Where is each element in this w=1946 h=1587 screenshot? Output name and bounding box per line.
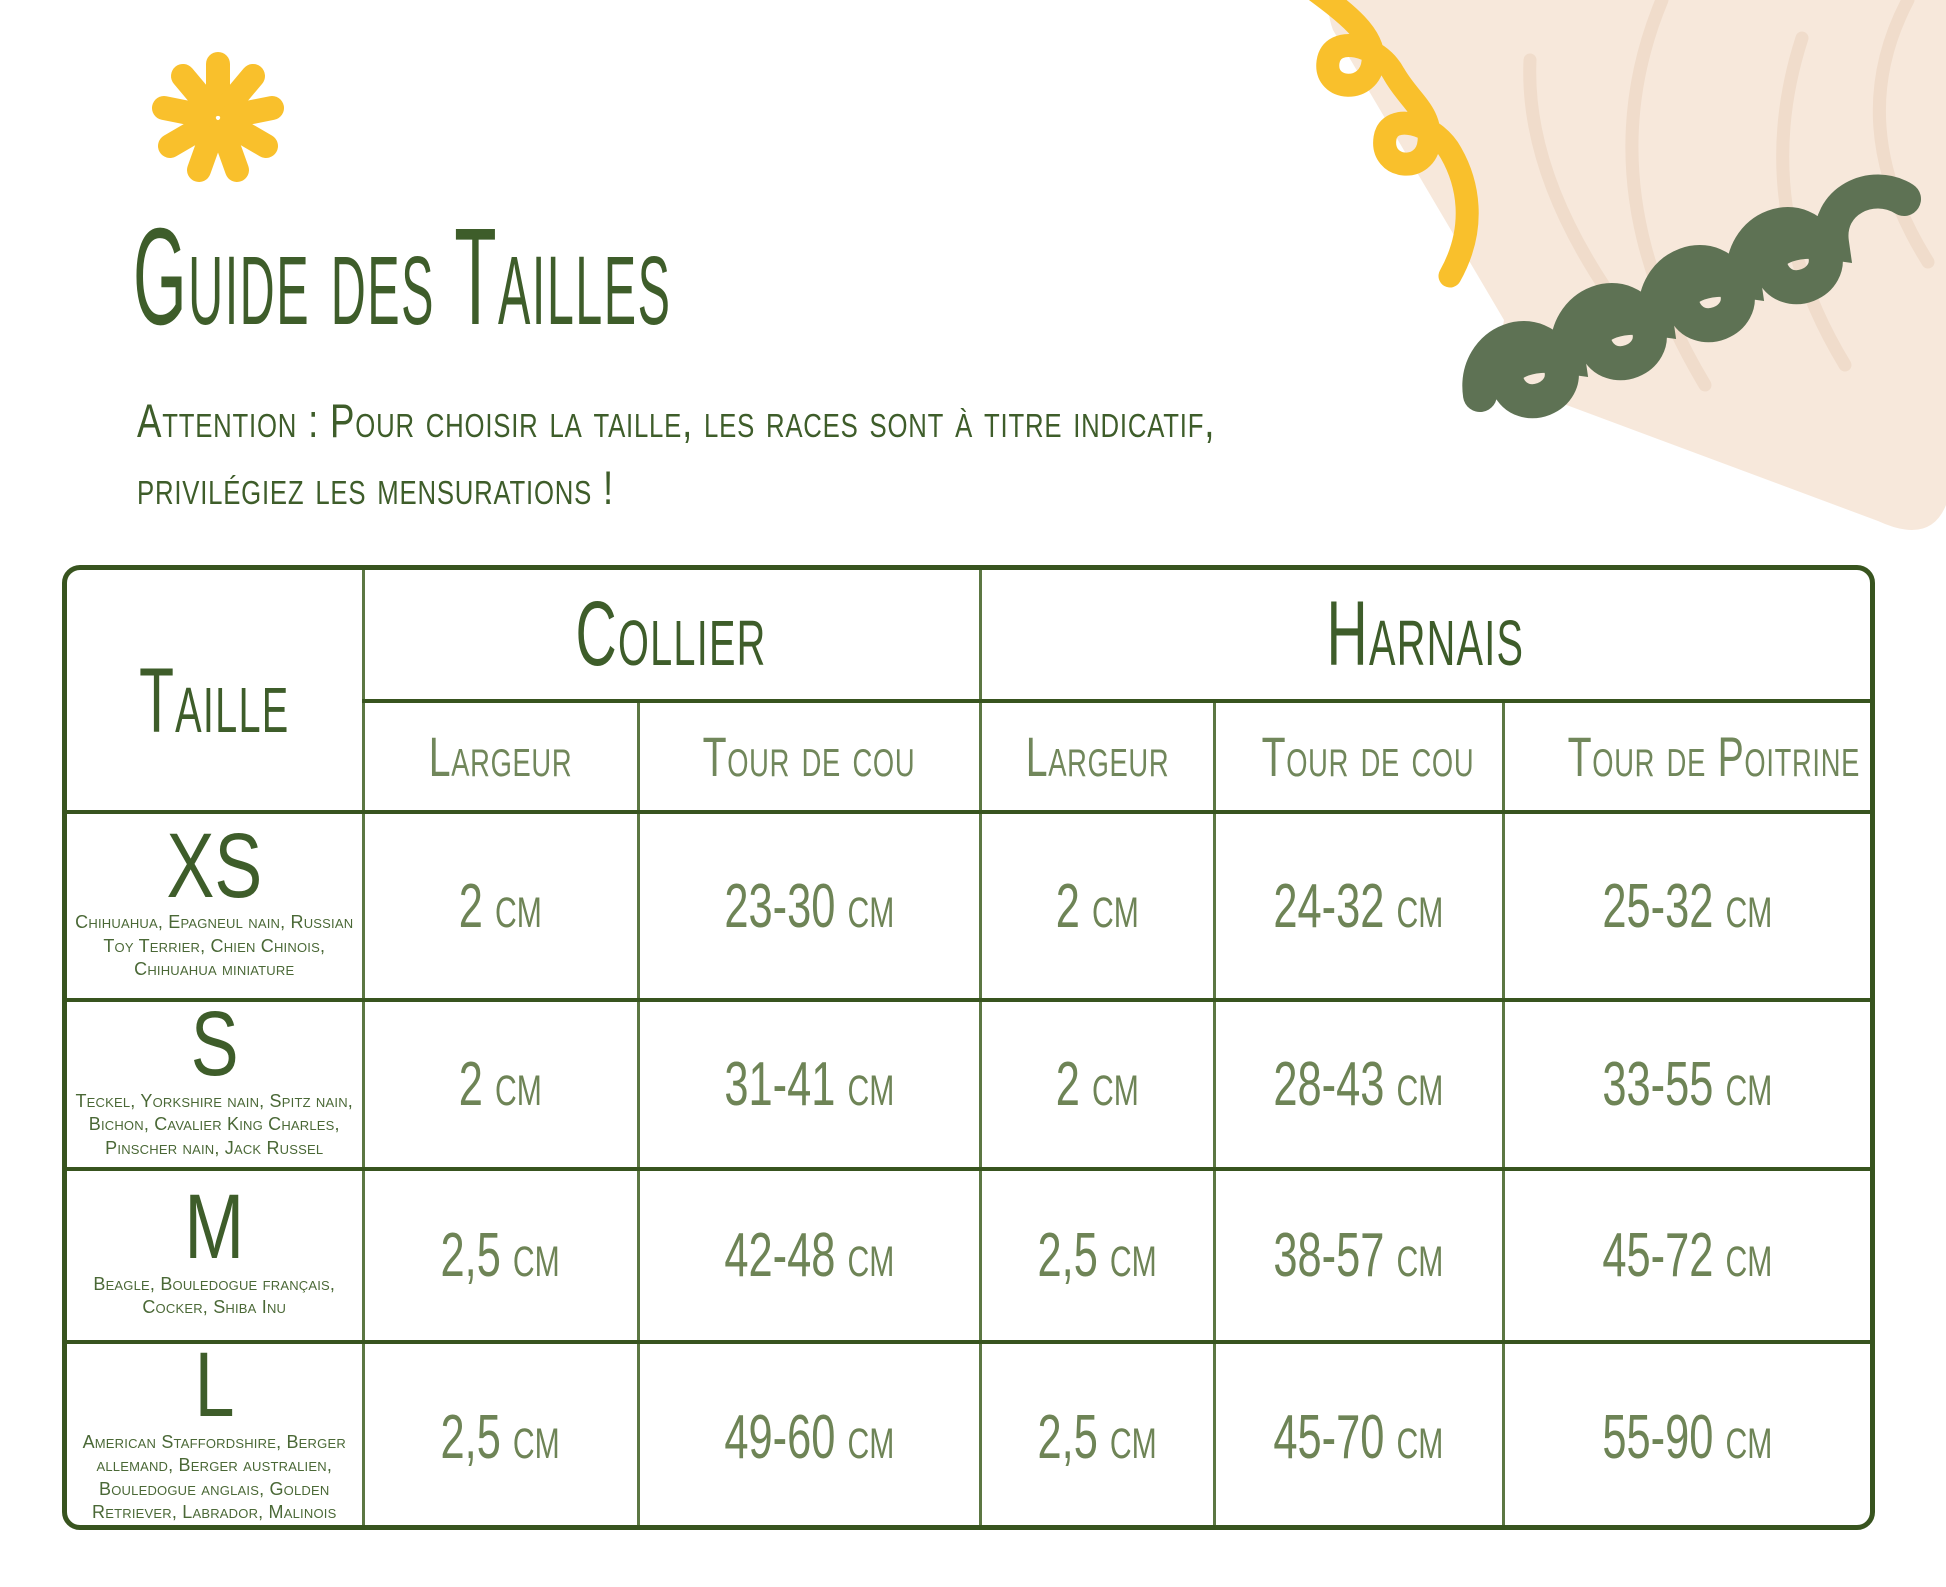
subheader-harnais-largeur: Largeur bbox=[980, 701, 1214, 812]
subheader-collier-tour-de-cou: Tour de cou bbox=[638, 701, 980, 812]
value-cell: 2,5 cm bbox=[980, 1342, 1214, 1530]
value-cell: 2,5 cm bbox=[363, 1342, 638, 1530]
header-collier: Collier bbox=[363, 570, 980, 701]
subheader-collier-largeur: Largeur bbox=[363, 701, 638, 812]
value-cell: 28-43 cm bbox=[1214, 1000, 1503, 1169]
value-cell: 24-32 cm bbox=[1214, 812, 1503, 1000]
value-cell: 31-41 cm bbox=[638, 1000, 980, 1169]
subheader-harnais-tour-de-cou: Tour de cou bbox=[1214, 701, 1503, 812]
subtitle-line-2: privilégiez les mensurations ! bbox=[137, 460, 615, 514]
value-cell: 2,5 cm bbox=[363, 1169, 638, 1342]
breeds-list: Beagle, Bouledogue français, Cocker, Shiba Inu bbox=[93, 1273, 336, 1317]
subheader-harnais-tour-de-poitrine: Tour de Poitrine bbox=[1503, 701, 1870, 812]
size-label: L bbox=[194, 1342, 235, 1436]
yellow-spiral-icon bbox=[1280, 0, 1560, 308]
page-title: Guide des Tailles bbox=[133, 200, 672, 354]
size-label: XS bbox=[166, 814, 263, 917]
value-cell: 2 cm bbox=[980, 812, 1214, 1000]
value-cell: 2 cm bbox=[980, 1000, 1214, 1169]
value-cell: 2 cm bbox=[363, 1000, 638, 1169]
size-label: S bbox=[190, 1000, 239, 1096]
size-cell-m bbox=[67, 1169, 363, 1342]
breeds-list: Chihuahua, Epagneul nain, Russian Toy Terrier, Chien Chinois, Chihuahua miniature bbox=[75, 912, 354, 980]
value-cell: 45-70 cm bbox=[1214, 1342, 1503, 1530]
size-label: M bbox=[184, 1175, 245, 1278]
value-cell: 25-32 cm bbox=[1503, 812, 1870, 1000]
value-cell: 42-48 cm bbox=[638, 1169, 980, 1342]
value-cell: 2 cm bbox=[363, 812, 638, 1000]
breeds-list: American Staffordshire, Berger allemand, Berger australien, Bouledogue anglais, Golden Retriever, Labrador, Malinois bbox=[82, 1431, 346, 1522]
value-cell: 55-90 cm bbox=[1503, 1342, 1870, 1530]
subtitle-line-1: Attention : Pour choisir la taille, les races sont à titre indicatif, bbox=[137, 394, 1216, 447]
green-coil-icon bbox=[1455, 150, 1946, 430]
header-harnais: Harnais bbox=[980, 570, 1870, 701]
breeds-list: Teckel, Yorkshire nain, Spitz nain, Bichon, Cavalier King Charles, Pinscher nain, Jack Russel bbox=[75, 1090, 353, 1158]
size-table bbox=[67, 570, 1870, 1530]
table-row-xs bbox=[67, 812, 1870, 1000]
page-subtitle bbox=[137, 388, 1519, 521]
size-table-frame bbox=[62, 565, 1875, 1530]
value-cell: 49-60 cm bbox=[638, 1342, 980, 1530]
header-taille: Taille bbox=[139, 649, 290, 752]
size-cell-xs bbox=[67, 812, 363, 1000]
value-cell: 38-57 cm bbox=[1214, 1169, 1503, 1342]
table-row-l bbox=[67, 1342, 1870, 1530]
value-cell: 23-30 cm bbox=[638, 812, 980, 1000]
value-cell: 2,5 cm bbox=[980, 1169, 1214, 1342]
page-header bbox=[133, 200, 1210, 354]
size-cell-s bbox=[67, 1000, 363, 1169]
table-row-m bbox=[67, 1169, 1870, 1342]
value-cell: 45-72 cm bbox=[1503, 1169, 1870, 1342]
value-cell: 33-55 cm bbox=[1503, 1000, 1870, 1169]
size-cell-l bbox=[67, 1342, 363, 1530]
yellow-asterisk-icon bbox=[150, 52, 290, 187]
table-row-s bbox=[67, 1000, 1870, 1169]
